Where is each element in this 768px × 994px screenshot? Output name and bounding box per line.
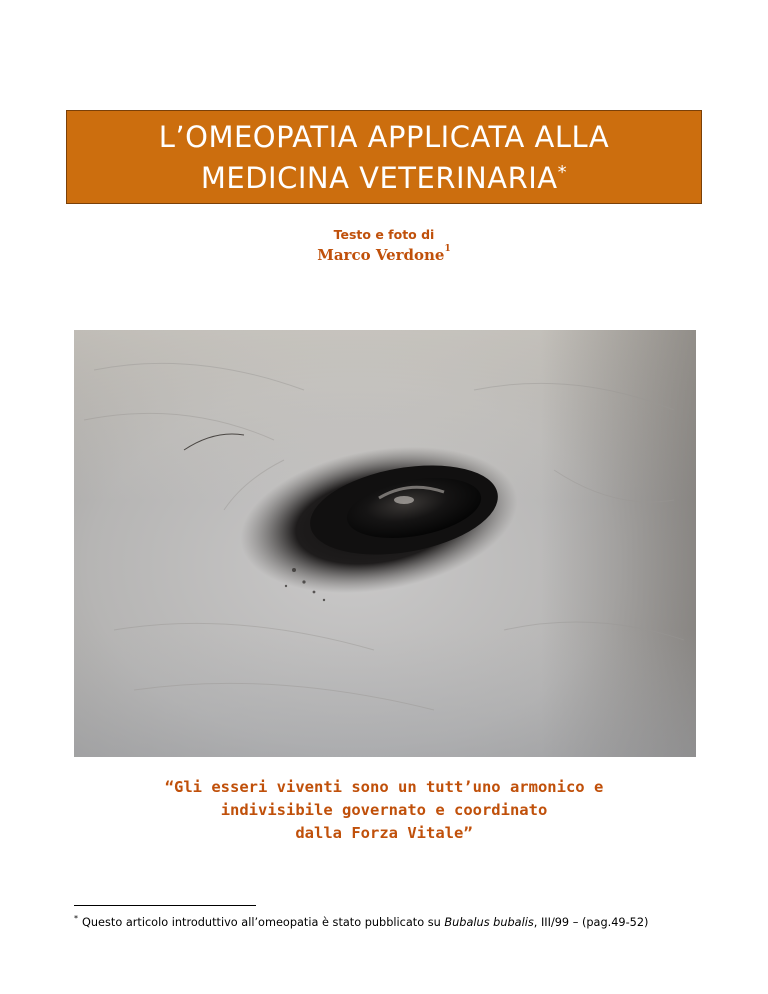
title-line-2	[67, 158, 701, 199]
quote-line-3: dalla Forza Vitale”	[295, 824, 473, 842]
title-line-1: L’OMEOPATIA APPLICATA ALLA	[158, 120, 610, 154]
footnote-journal: Bubalus bubalis	[444, 916, 534, 929]
quote-line-1: “Gli esseri viventi sono un tutt’uno armonico e	[164, 778, 604, 796]
byline-label: Testo e foto di	[333, 227, 435, 242]
byline-author	[0, 246, 768, 264]
quote-line-2: indivisibile governato e coordinato	[220, 801, 548, 819]
footnote-text-after: , III/99 – (pag.49-52)	[533, 916, 649, 929]
title-line-2-text: MEDICINA VETERINARIA	[200, 161, 558, 195]
title-footnote-marker: *	[557, 162, 568, 183]
quote	[40, 776, 728, 845]
footnote-text-before: Questo articolo introduttivo all’omeopatia è stato pubblicato su	[82, 916, 445, 929]
author-note-marker: 1	[444, 244, 451, 254]
author-name: Marco Verdone	[317, 246, 445, 264]
footnote-marker: *	[74, 914, 78, 923]
footnote	[74, 916, 648, 929]
footnote-divider	[74, 905, 256, 906]
title-banner	[66, 110, 702, 204]
buffalo-eye-photo	[74, 330, 696, 757]
